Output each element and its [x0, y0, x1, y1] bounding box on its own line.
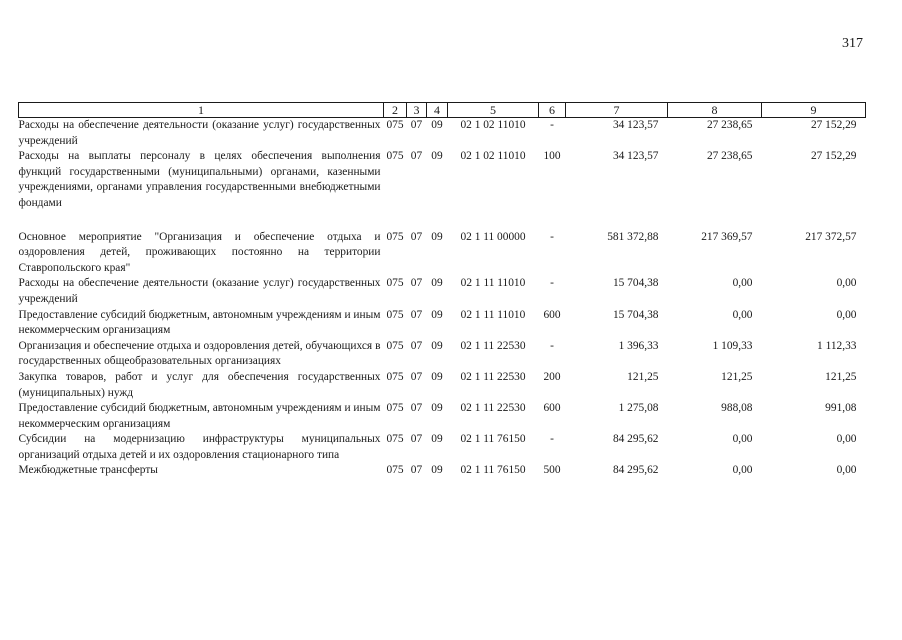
row-year1: 1 275,08: [618, 402, 659, 415]
row-pr: 09: [431, 464, 443, 477]
row-name: Расходы на выплаты персоналу в целях обеспечения выполнения функций государственными (муниципальными) органами, казенными учреждениями, органами управления государственными внебюджетными фондами: [18, 150, 381, 209]
row-csr: 02 1 11 11010: [460, 308, 526, 321]
page-number: 317: [842, 36, 863, 51]
budget-table: [18, 102, 866, 479]
row-name: Расходы на обеспечение деятельности (оказание услуг) государственных учреждений: [18, 277, 381, 305]
row-year1: 84 295,62: [612, 433, 659, 446]
row-name: Организация и обеспечение отдыха и оздоровления детей, обучающихся в государственных общеобразовательных организациях: [18, 339, 381, 368]
row-vr: 200: [543, 370, 561, 383]
table-row: [19, 370, 866, 401]
header-cell: 4: [427, 103, 448, 118]
row-year2: 1 109,33: [712, 339, 753, 352]
row-vr: 500: [543, 464, 561, 477]
row-vr: -: [550, 339, 554, 352]
row-rz: 07: [410, 308, 423, 321]
row-year2: 988,08: [721, 402, 753, 415]
row-rz: 07: [410, 464, 423, 477]
header-cell: 3: [407, 103, 427, 118]
row-rz: 07: [410, 150, 423, 163]
row-ved: 075: [386, 277, 404, 290]
row-vr: 100: [543, 150, 561, 163]
row-pr: 09: [431, 277, 443, 290]
row-year1: 34 123,57: [612, 150, 659, 163]
row-csr: 02 1 02 11010: [460, 119, 526, 131]
row-vr: -: [550, 119, 554, 131]
row-csr: 02 1 11 76150: [460, 464, 526, 477]
header-cell: 5: [448, 103, 539, 118]
row-vr: 600: [543, 308, 561, 321]
table-row: [19, 230, 866, 277]
row-pr: 09: [431, 150, 443, 163]
row-year2: 0,00: [732, 433, 753, 446]
header-cell: 2: [384, 103, 407, 118]
row-rz: 07: [410, 433, 423, 446]
row-year3: 121,25: [825, 370, 857, 383]
row-pr: 09: [431, 402, 443, 415]
row-name: Расходы на обеспечение деятельности (оказание услуг) государственных учреждений: [18, 119, 381, 147]
row-year2: 0,00: [732, 308, 753, 321]
header-cell: 8: [668, 103, 762, 118]
table-row: [19, 401, 866, 432]
table-row: [19, 149, 866, 211]
row-year1: 121,25: [627, 370, 659, 383]
table-row: [19, 432, 866, 463]
row-pr: 09: [431, 339, 443, 352]
row-csr: 02 1 11 00000: [460, 230, 526, 243]
row-csr: 02 1 11 22530: [460, 402, 526, 415]
row-year2: 0,00: [732, 464, 753, 477]
row-year3: 217 372,57: [805, 230, 857, 243]
row-rz: 07: [410, 339, 423, 352]
row-vr: -: [550, 277, 554, 290]
row-csr: 02 1 02 11010: [460, 150, 526, 163]
header-cell: 1: [19, 103, 384, 118]
row-vr: -: [550, 433, 554, 446]
row-year3: 1 112,33: [817, 339, 857, 352]
row-pr: 09: [431, 230, 443, 243]
row-csr: 02 1 11 22530: [460, 370, 526, 383]
row-year3: 0,00: [836, 277, 857, 290]
row-rz: 07: [410, 402, 423, 415]
row-year2: 27 238,65: [706, 119, 753, 131]
row-name: Предоставление субсидий бюджетным, автономным учреждениям и иным некоммерческим организациям: [18, 402, 381, 430]
row-csr: 02 1 11 22530: [460, 339, 526, 352]
row-csr: 02 1 11 76150: [460, 433, 526, 446]
row-year3: 0,00: [836, 433, 857, 446]
row-ved: 075: [386, 119, 404, 131]
spacer-cell: [19, 212, 866, 230]
row-pr: 09: [431, 308, 443, 321]
row-year3: 991,08: [825, 402, 857, 415]
row-ved: 075: [386, 402, 404, 415]
header-cell: 9: [762, 103, 866, 118]
row-year1: 581 372,88: [607, 230, 659, 243]
table-row: [19, 308, 866, 339]
row-year1: 34 123,57: [612, 119, 659, 131]
row-name: Закупка товаров, работ и услуг для обеспечения государственных (муниципальных) нужд: [18, 370, 381, 399]
row-ved: 075: [386, 464, 404, 477]
row-rz: 07: [410, 230, 423, 243]
table-row: [19, 118, 866, 150]
row-name: Межбюджетные трансферты: [18, 464, 158, 477]
row-pr: 09: [431, 119, 443, 131]
row-ved: 075: [386, 308, 404, 321]
row-ved: 075: [386, 370, 404, 383]
row-year3: 0,00: [836, 464, 857, 477]
row-ved: 075: [386, 339, 404, 352]
row-year3: 27 152,29: [810, 119, 857, 131]
row-year1: 1 396,33: [618, 339, 659, 352]
row-pr: 09: [431, 370, 443, 383]
row-year2: 0,00: [732, 277, 753, 290]
row-name: Субсидии на модернизацию инфраструктуры муниципальных организаций отдыха детей и их оздоровления стационарного типа: [18, 433, 381, 461]
row-vr: -: [550, 230, 554, 243]
row-csr: 02 1 11 11010: [460, 277, 526, 290]
header-cell: 7: [566, 103, 668, 118]
row-year1: 84 295,62: [612, 464, 659, 477]
table-row: [19, 339, 866, 370]
row-vr: 600: [543, 402, 561, 415]
table-row: [19, 463, 866, 479]
spacer-row: [19, 212, 866, 230]
row-year1: 15 704,38: [612, 277, 659, 290]
row-ved: 075: [386, 150, 404, 163]
header-row: [19, 103, 866, 118]
row-ved: 075: [386, 230, 404, 243]
row-year1: 15 704,38: [612, 308, 659, 321]
row-year2: 217 369,57: [701, 230, 753, 243]
row-rz: 07: [410, 277, 423, 290]
row-rz: 07: [410, 119, 423, 131]
table-row: [19, 276, 866, 307]
row-rz: 07: [410, 370, 423, 383]
header-cell: 6: [539, 103, 566, 118]
row-year2: 27 238,65: [706, 150, 753, 163]
row-year3: 27 152,29: [810, 150, 857, 163]
row-name: Предоставление субсидий бюджетным, автономным учреждениям и иным некоммерческим организациям: [18, 308, 381, 337]
row-pr: 09: [431, 433, 443, 446]
row-year2: 121,25: [721, 370, 753, 383]
row-name: Основное мероприятие "Организация и обеспечение отдыха и оздоровления детей, проживающих постоянно на территории Ставропольского края": [18, 230, 381, 274]
row-ved: 075: [386, 433, 404, 446]
row-year3: 0,00: [836, 308, 857, 321]
